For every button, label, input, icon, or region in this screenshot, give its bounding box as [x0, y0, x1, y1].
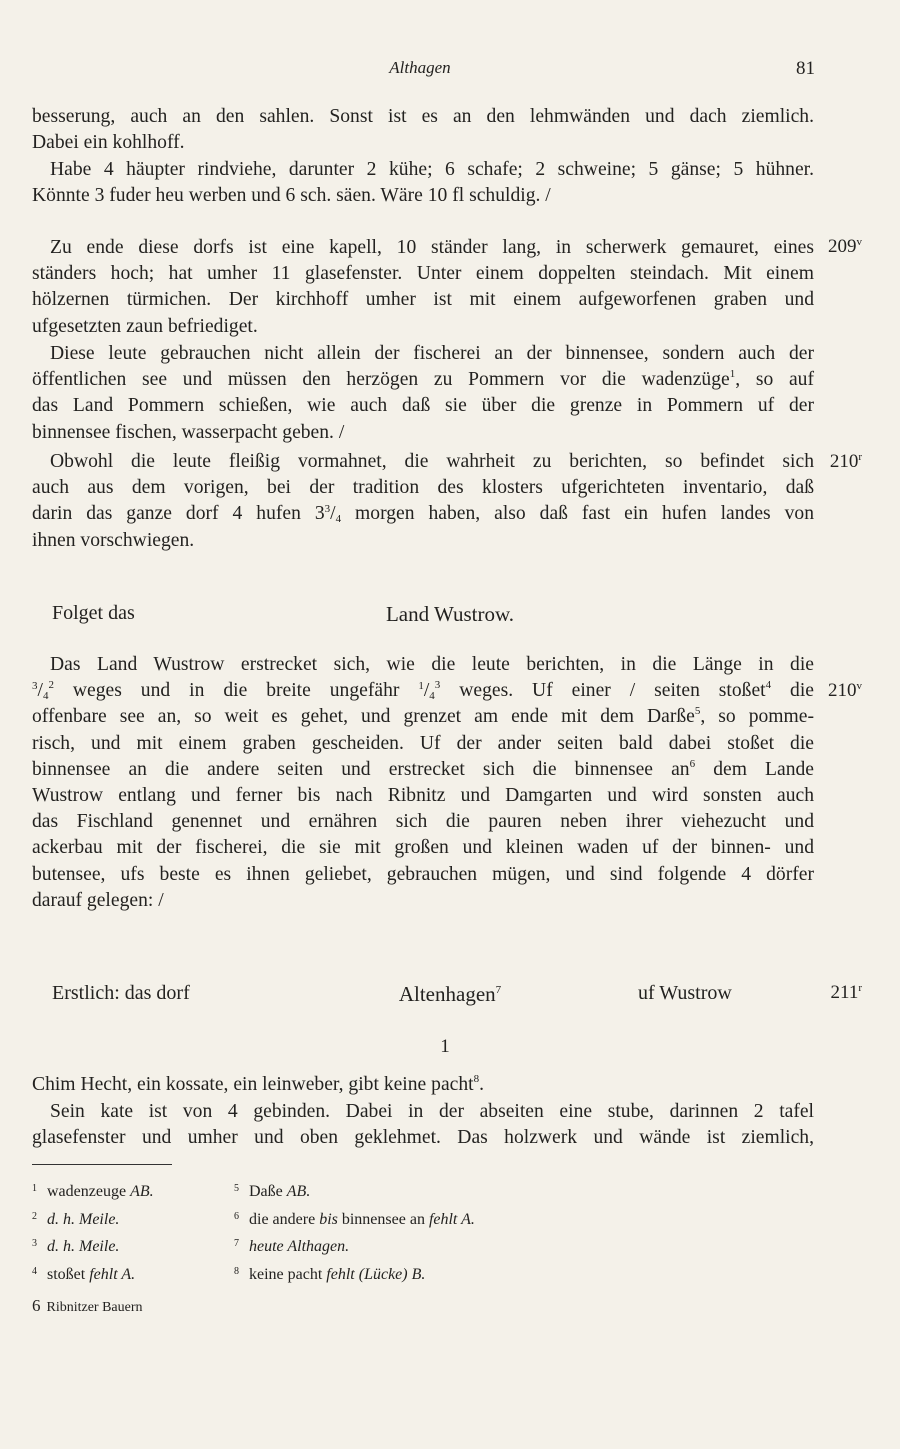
text-line: auch aus dem vorigen, bei der tradition des klosters ufgerichteten inventario, daß	[32, 477, 814, 499]
footnote-marker: 1	[729, 368, 736, 381]
section-title: Altenhagen$^7$	[398, 982, 502, 1006]
text-line: glasefenster und umher und oben geklehmet. Das holzwerk und wände ist ziemlich,	[32, 1127, 814, 1149]
text-line: Diese leute gebrauchen nicht allein der fischerei an der binnensee, sondern auch der	[50, 343, 814, 364]
folio-marginal-note: 210$^v$	[828, 680, 862, 701]
footnote-marker: 2	[48, 679, 54, 692]
footnote: 4 stoßet fehlt A.	[32, 1265, 136, 1283]
text-line: Habe 4 häupter rindviehe, darunter 2 kühe; 6 schafe; 2 schweine; 5 gänse; 5 hühner.	[50, 159, 814, 180]
text-line: binnensee an die andere seiten und erstrecket sich die binnensee an$^6$ dem Lande	[32, 757, 814, 780]
footnote: 2 d. h. Meile.	[32, 1210, 120, 1228]
footnote: 5 Daße AB.	[234, 1183, 311, 1200]
folio-marginal-note: 211$^r$	[830, 982, 862, 1003]
paragraph-2	[32, 157, 814, 209]
text-line: Wustrow entlang und ferner bis nach Ribnitz und Damgarten und wird sonsten auch	[32, 785, 814, 807]
section-suffix: uf Wustrow	[638, 982, 732, 1004]
paragraph-7	[32, 1072, 814, 1098]
text-line: darauf gelegen: /	[32, 889, 164, 911]
footnote-marker: 6	[689, 757, 696, 770]
text-line: Sein kate ist von 4 gebinden. Dabei in der abseiten eine stube, darinnen 2 tafel	[50, 1101, 814, 1122]
section-prefix: Folget das	[52, 602, 135, 624]
text-line: das Fischland genennet und ernähren sich die pauren neben ihrer viehezucht und	[32, 811, 814, 833]
footnote-marker: 3	[434, 679, 441, 692]
text-line: hölzernen türmichen. Der kirchhoff umher ist mit einem aufgeworfenen graben und	[32, 289, 814, 311]
text-line: ufgesetzten zaun befriediget.	[32, 315, 258, 337]
footnote-marker: 7	[495, 984, 502, 996]
text-line: Das Land Wustrow erstrecket sich, wie die leute berichten, in die Länge in die	[50, 654, 814, 675]
folio-marginal-note: 210$^r$	[829, 451, 862, 472]
footnotes-right-column	[234, 1177, 475, 1287]
text-line: Dabei ein kohlhoff.	[32, 132, 185, 154]
paragraph-3	[32, 235, 814, 340]
text-line: ihnen vorschwiegen.	[32, 529, 195, 551]
text-line: Obwohl die leute fleißig vormahnet, die wahrheit zu berichten, so befindet sich	[50, 451, 814, 472]
text-line: besserung, auch an den sahlen. Sonst ist es an den lehmwänden und dach ziemlich.	[32, 106, 814, 127]
text-line: offenbare see an, so weit es gehet, und grenzet am ende mit dem Darße$^5$, so pomme-	[32, 705, 814, 728]
footnote: 6 die andere bis binnensee an fehlt A.	[234, 1210, 475, 1228]
section-prefix: Erstlich: das dorf	[52, 982, 190, 1004]
printer-signature: 6 Ribnitzer Bauern	[32, 1296, 143, 1315]
text-line: Könnte 3 fuder heu werben und 6 sch. säen. Wäre 10 fl schuldig. /	[32, 185, 551, 207]
footnote: 3 d. h. Meile.	[32, 1238, 120, 1255]
footnote-marker: 8	[473, 1073, 480, 1085]
paragraph-4	[32, 341, 814, 446]
footnote: 1 wadenzeuge AB.	[32, 1183, 154, 1200]
paragraph-8	[32, 1099, 814, 1151]
footnote-marker: 5	[694, 705, 701, 718]
text-line: Zu ende diese dorfs ist eine kapell, 10 ständer lang, in scherwerk gemauret, eines	[50, 237, 814, 258]
fraction: $^3/_4$	[32, 680, 49, 703]
text-line: das Land Pommern schießen, wie auch daß sie über die grenze in Pommern uf der	[32, 395, 814, 417]
page-number: 81	[796, 58, 815, 79]
fraction: $^1/_4$	[418, 680, 435, 703]
text-line: $^3/_4^2$ weges und in die breite ungefähr $^1/_4^3$ weges. Uf einer / seiten stoßet$^4$ die	[32, 679, 814, 703]
text-line: risch, und mit einem graben gescheiden. Uf der ander seiten bald dabei stoßet die	[32, 732, 814, 754]
text-line: darin das ganze dorf 4 hufen $3^3/_4$ morgen haben, also daß fast ein hufen landes von	[32, 503, 814, 526]
folio-marginal-note: 209$^v$	[828, 236, 862, 257]
text-line: Chim Hecht, ein kossate, ein leinweber, gibt keine pacht$^8$.	[32, 1073, 484, 1095]
text-line: öffentlichen see und müssen den herzögen zu Pommern vor die wadenzüge$^1$, so auf	[32, 368, 814, 391]
running-header: Althagen	[389, 58, 451, 77]
paragraph-1	[32, 104, 814, 156]
text-line: ackerbau mit der fischerei, die sie mit großen und kleinen waden uf der binnen- und	[32, 837, 814, 859]
section-title: Land Wustrow.	[385, 602, 515, 626]
footnote: 8 keine pacht fehlt (Lücke) B.	[234, 1265, 426, 1283]
text-line: ständers hoch; hat umher 11 glasefenster. Unter einem doppelten steindach. Mit einem	[32, 263, 814, 285]
entry-number: 1	[440, 1036, 450, 1057]
fraction: $^3/_4$	[324, 503, 342, 526]
footnotes-left-column	[32, 1177, 154, 1287]
footnote-marker: 4	[765, 679, 772, 692]
footnote: 7 heute Althagen.	[234, 1238, 350, 1255]
text-line: binnensee fischen, wasserpacht geben. /	[32, 421, 345, 443]
footnote-divider	[32, 1164, 172, 1165]
paragraph-5	[32, 449, 814, 554]
paragraph-6	[32, 652, 814, 914]
text-line: butensee, ufs beste es ihnen geliebet, gebrauchen mügen, und sind folgende 4 dörfer	[32, 863, 814, 885]
